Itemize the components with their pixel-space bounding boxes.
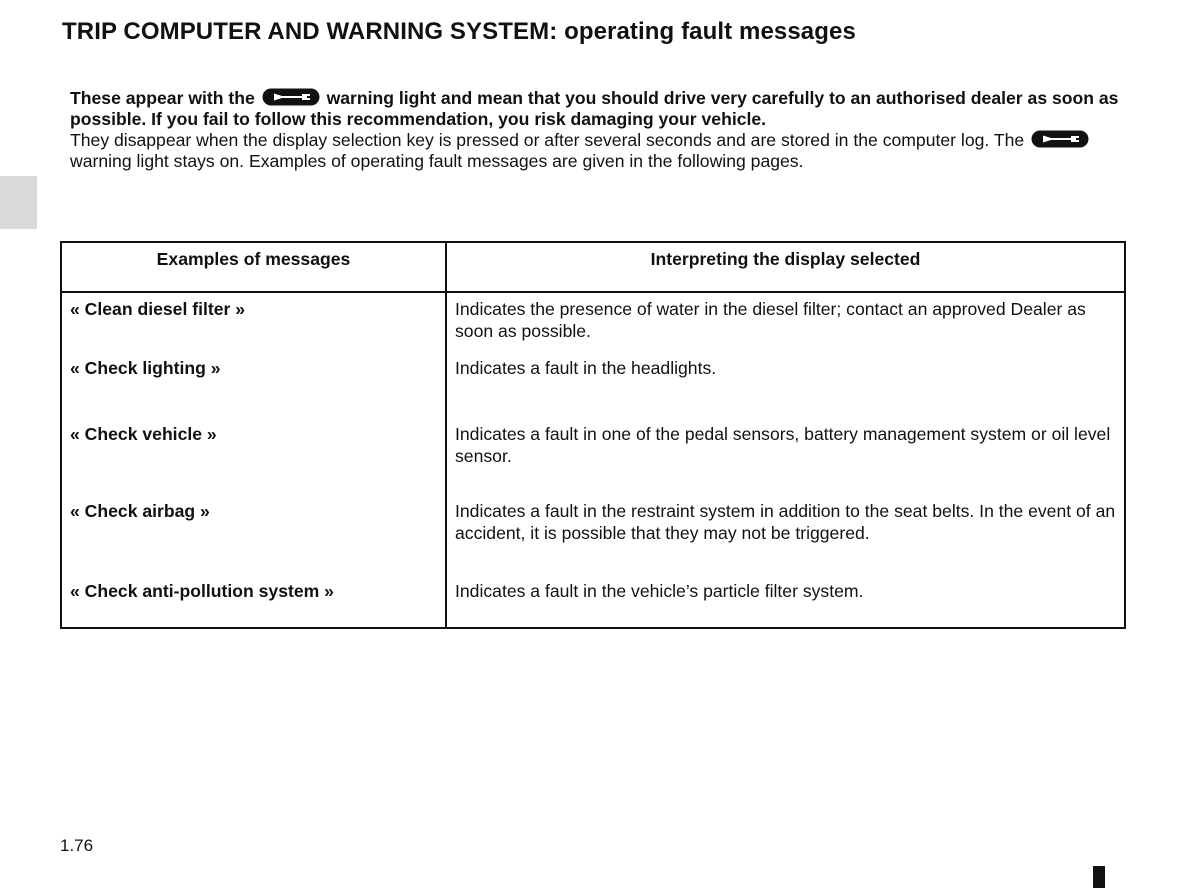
header-interpreting-display: Interpreting the display selected <box>446 242 1125 292</box>
table-row <box>61 577 1125 628</box>
wrench-warning-icon <box>262 88 320 106</box>
intro-info-paragraph <box>70 130 1130 172</box>
page-title: TRIP COMPUTER AND WARNING SYSTEM: operating fault messages <box>62 18 856 45</box>
intro-warning-text-start: These appear with the <box>70 88 255 108</box>
table-row <box>61 497 1125 577</box>
intro-section <box>70 88 1130 172</box>
interpretation-cell: Indicates the presence of water in the diesel filter; contact an approved Dealer as soon as possible. <box>446 292 1125 354</box>
page-number: 1.76 <box>60 836 94 855</box>
wrench-warning-icon <box>1031 130 1089 148</box>
intro-warning-paragraph <box>70 88 1130 130</box>
interpretation-cell: Indicates a fault in the vehicle’s particle filter system. <box>446 577 1125 628</box>
table-header-row <box>61 242 1125 292</box>
message-cell: « Clean diesel filter » <box>61 292 446 354</box>
interpretation-cell: Indicates a fault in the headlights. <box>446 354 1125 420</box>
message-cell: « Check airbag » <box>61 497 446 577</box>
message-cell: « Check anti-pollution system » <box>61 577 446 628</box>
intro-info-text-end: warning light stays on. Examples of operating fault messages are given in the following pages. <box>70 151 804 171</box>
message-cell: « Check vehicle » <box>61 420 446 497</box>
intro-warning-text-end: warning light and mean that you should drive very carefully to an authorised dealer as soon as possible. If you fail to follow this recommendation, you risk damaging your vehicle. <box>70 88 1119 129</box>
page-edge-marker <box>1093 866 1105 888</box>
table-row <box>61 354 1125 420</box>
table-row <box>61 420 1125 497</box>
intro-info-text-start: They disappear when the display selection key is pressed or after several seconds and are stored in the computer log. The <box>70 130 1025 150</box>
fault-messages-table <box>60 241 1126 629</box>
chapter-tab-marker <box>0 176 37 229</box>
message-cell: « Check lighting » <box>61 354 446 420</box>
table-row <box>61 292 1125 354</box>
interpretation-cell: Indicates a fault in one of the pedal sensors, battery management system or oil level sensor. <box>446 420 1125 497</box>
interpretation-cell: Indicates a fault in the restraint system in addition to the seat belts. In the event of an accident, it is possible that they may not be triggered. <box>446 497 1125 577</box>
header-examples-of-messages: Examples of messages <box>61 242 446 292</box>
